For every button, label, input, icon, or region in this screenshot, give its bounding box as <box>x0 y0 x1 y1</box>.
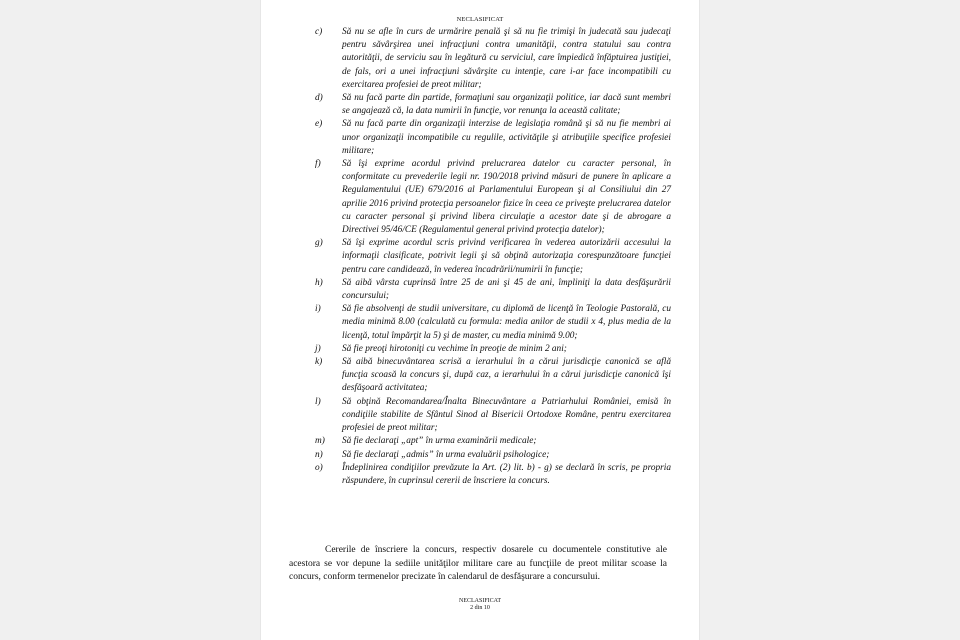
list-item-text: Să nu se afle în curs de urmărire penală şi să nu fie trimişi în judecată sau judecaţi pentru săvârşirea unei infracţiuni contra umanităţii, contra statului sau contra autorităţii, de serviciu sau în legătură cu serviciul, care împiedică înfăptuirea justiţiei, de fals, ori a unei infracţiuni săvârşite cu intenţie, care i-ar face incompatibili cu exercitarea profesiei de preot militar; <box>342 27 671 90</box>
list-item <box>311 158 671 237</box>
list-item <box>311 462 671 488</box>
document-page <box>261 0 699 640</box>
list-item-label: m) <box>315 436 325 447</box>
list-item <box>311 435 671 448</box>
list-item-label: f) <box>315 159 321 170</box>
closing-paragraph: Cererile de înscriere la concurs, respectiv dosarele cu documentele constitutive ale acestora se vor depune la sediile unităţilor militare care au funcţiile de preot militar scoase la concurs, conform termenelor precizate în calendarul de desfăşurare a concursului. <box>289 545 667 583</box>
list-item-text: Să nu facă parte din partide, formaţiuni sau organizaţii politice, iar dacă sunt membri se angajează că, la data numirii în funcţie, vor renunţa la această calitate; <box>342 93 671 117</box>
list-item-label: d) <box>315 93 323 104</box>
list-item <box>311 356 671 396</box>
header-classification: NECLASIFICAT <box>456 16 504 23</box>
list-item-text: Să aibă binecuvântarea scrisă a ierarhului în a cărui jurisdicţie canonică se află funcţia scoasă la concurs şi, după caz, a ierarhului în a cărui jurisdicţie canonică îşi desfăşoară activitatea; <box>342 357 671 394</box>
list-item-label: i) <box>315 304 321 315</box>
conditions-list <box>311 26 671 488</box>
list-item-text: Să fie declaraţi „admis” în urma evaluării psihologice; <box>342 449 550 460</box>
list-item <box>311 277 671 303</box>
list-item-text: Să obţină Recomandarea/Înalta Binecuvântare a Patriarhului României, emisă în condiţiile stabilite de Sfântul Sinod al Bisericii Ortodoxe Române, pentru exercitarea profesiei de preot militar; <box>342 396 671 434</box>
list-item-label: n) <box>315 449 323 460</box>
list-item-label: k) <box>315 357 323 368</box>
list-item-text: Să nu facă parte din organizaţii interzise de legislaţia română şi să nu fie membri ai unor organizaţii incompatibile cu regulile, activităţile şi atribuţiile specifice profesiei militare; <box>342 119 671 156</box>
footer <box>261 598 699 612</box>
list-item <box>311 343 671 356</box>
list-item <box>311 118 671 158</box>
list-item-label: l) <box>315 396 321 407</box>
list-item-text: Să îşi exprime acordul privind prelucrarea datelor cu caracter personal, în conformitate cu prevederile legii nr. 190/2018 privind măsuri de punere în aplicare a Regulamentului (UE) 679/2016 al Parlamentului European şi al Consiliului din 27 aprilie 2016 privind protecţia persoanelor fizice în ceea ce priveşte prelucrarea datelor cu caracter personal şi privind libera circulaţie a acestor date şi de abrogare a Directivei 95/46/CE (Regulamentul general privind protecţia datelor); <box>342 159 671 236</box>
list-item <box>311 237 671 277</box>
list-item-text: Să fie absolvenţi de studii universitare, cu diplomă de licenţă în Teologie Pastorală, cu media minimă 8.00 (calculată cu formula: media anilor de studii x 4, plus media de la licenţă, totul împărţit la 5) şi de master, cu media minimă 9.00; <box>342 304 671 341</box>
list-item-label: j) <box>315 343 321 354</box>
list-item-label: o) <box>315 462 323 473</box>
list-item-text: Să fie preoţi hirotoniţi cu vechime în preoţie de minim 2 ani; <box>342 343 567 354</box>
list-item-label: g) <box>315 238 323 249</box>
footer-classification: NECLASIFICAT <box>458 598 501 604</box>
list-item-text: Să îşi exprime acordul scris privind verificarea în vederea autorizării accesului la informaţii clasificate, potrivit legii şi să obţină autorizaţia corespunzătoare funcţiei pentru care candidează, în vederea încadrării/numirii în funcţie; <box>342 238 671 275</box>
list-item-text: Să aibă vârsta cuprinsă între 25 de ani şi 45 de ani, împliniţi la data desfăşurării concursului; <box>342 277 671 302</box>
list-item-text: Să fie declaraţi „apt” în urma examinării medicale; <box>342 436 537 447</box>
list-item <box>311 449 671 462</box>
list-item-text: Îndeplinirea condiţiilor prevăzute la Art. (2) lit. b) - g) se declară în scris, pe propria răspundere, în cuprinsul cererii de înscriere la concurs. <box>342 462 671 486</box>
page-number: 2 din 10 <box>470 605 490 611</box>
list-item <box>311 396 671 436</box>
list-item <box>311 26 671 92</box>
list-item-label: e) <box>315 119 323 130</box>
list-item <box>311 92 671 118</box>
list-item-label: h) <box>315 277 323 288</box>
list-item-label: c) <box>315 27 323 37</box>
list-item <box>311 303 671 343</box>
